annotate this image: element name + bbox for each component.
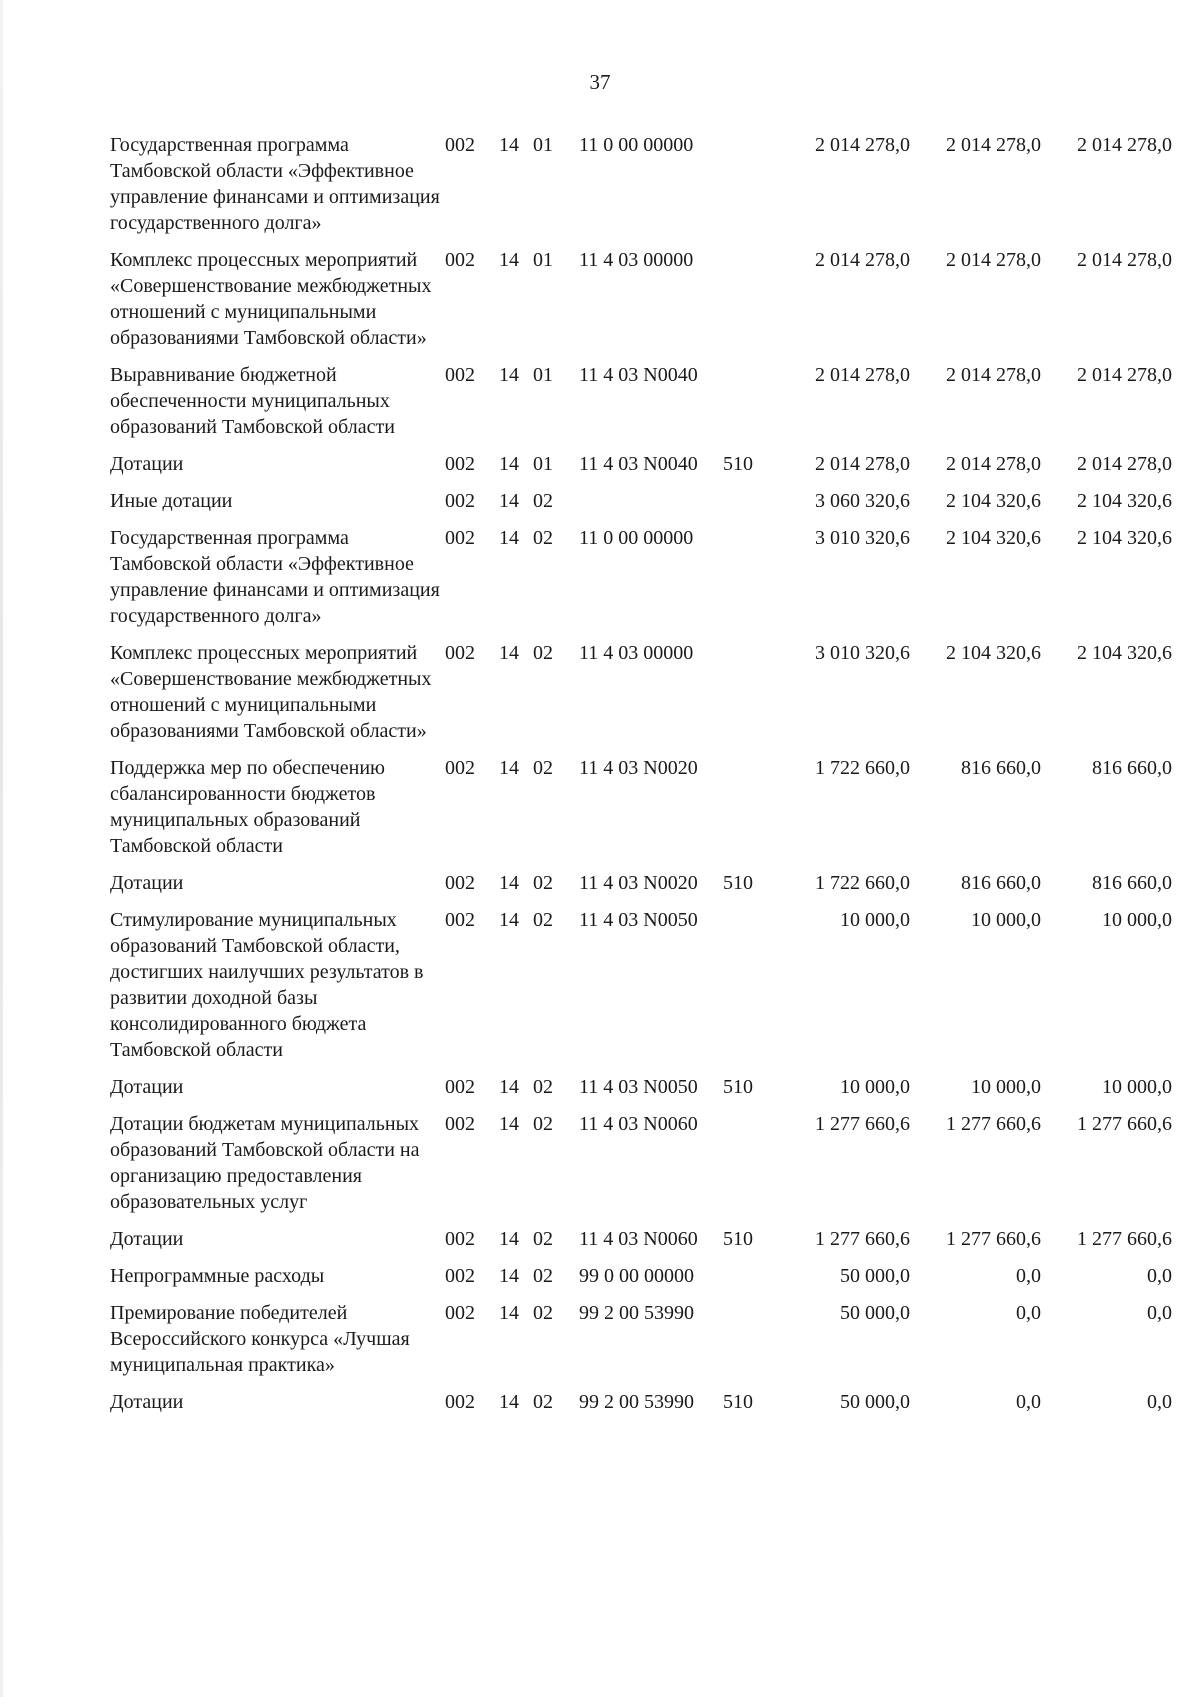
item-name: Государственная программа Тамбовской области «Эффективное управление финансами и оптимизация государственного долга» <box>110 134 440 234</box>
expense-type-code <box>723 362 773 451</box>
section-code: 14 <box>499 364 519 386</box>
subsection-code: 02 <box>533 642 553 664</box>
target-article-code: 11 0 00 00000 <box>579 134 694 156</box>
page-number: 37 <box>589 70 611 94</box>
amount-year-3: 1 277 660,6 <box>1077 1113 1172 1135</box>
amount-year-2: 2 014 278,0 <box>946 249 1041 271</box>
amount-year-2: 10 000,0 <box>971 909 1041 931</box>
scan-edge <box>0 0 3 1697</box>
amount-year-3: 2 014 278,0 <box>1077 453 1172 475</box>
target-article-code: 11 4 03 N0040 <box>579 364 698 386</box>
subsection-code: 02 <box>533 757 553 779</box>
grbs-code: 002 <box>445 642 475 664</box>
subsection-code: 02 <box>533 1265 553 1287</box>
table-row <box>110 755 1172 870</box>
table-row <box>110 1300 1172 1389</box>
item-name: Дотации <box>110 453 184 475</box>
item-name: Дотации <box>110 1391 184 1413</box>
section-code: 14 <box>499 757 519 779</box>
expense-type-code <box>723 640 773 755</box>
target-article-code: 11 4 03 N0040 <box>579 453 698 475</box>
table-row <box>110 907 1172 1074</box>
section-code: 14 <box>499 1076 519 1098</box>
amount-year-2: 2 014 278,0 <box>946 453 1041 475</box>
table-row <box>110 247 1172 362</box>
amount-year-3: 2 104 320,6 <box>1077 490 1172 512</box>
item-name: Дотации <box>110 872 184 894</box>
grbs-code: 002 <box>445 364 475 386</box>
target-article-code: 11 4 03 N0060 <box>579 1113 698 1135</box>
expense-type-code <box>723 132 773 247</box>
amount-year-3: 2 014 278,0 <box>1077 249 1172 271</box>
section-code: 14 <box>499 872 519 894</box>
amount-year-1: 1 722 660,0 <box>815 757 910 779</box>
amount-year-2: 0,0 <box>1016 1302 1041 1324</box>
expense-type-code: 510 <box>723 453 753 475</box>
amount-year-1: 10 000,0 <box>840 1076 910 1098</box>
target-article-code: 99 2 00 53990 <box>579 1302 694 1324</box>
amount-year-3: 10 000,0 <box>1102 909 1172 931</box>
target-article-code: 11 4 03 N0020 <box>579 757 698 779</box>
amount-year-1: 3 010 320,6 <box>815 527 910 549</box>
table-row <box>110 451 1172 488</box>
amount-year-1: 2 014 278,0 <box>815 134 910 156</box>
table-row <box>110 1263 1172 1300</box>
item-name: Государственная программа Тамбовской области «Эффективное управление финансами и оптимизация государственного долга» <box>110 527 440 627</box>
item-name: Дотации бюджетам муниципальных образований Тамбовской области на организацию предоставления образовательных услуг <box>110 1113 420 1213</box>
target-article-code: 11 4 03 N0020 <box>579 872 698 894</box>
table-row <box>110 870 1172 907</box>
grbs-code: 002 <box>445 1076 475 1098</box>
expense-type-code: 510 <box>723 1228 753 1250</box>
table-row <box>110 1111 1172 1226</box>
amount-year-3: 816 660,0 <box>1092 872 1172 894</box>
table-row <box>110 1389 1172 1426</box>
grbs-code: 002 <box>445 1391 475 1413</box>
amount-year-2: 816 660,0 <box>961 757 1041 779</box>
amount-year-3: 2 104 320,6 <box>1077 642 1172 664</box>
amount-year-3: 2 014 278,0 <box>1077 134 1172 156</box>
subsection-code: 02 <box>533 1113 553 1135</box>
expense-type-code <box>723 907 773 1074</box>
target-article-code: 11 4 03 N0060 <box>579 1228 698 1250</box>
amount-year-1: 10 000,0 <box>840 909 910 931</box>
subsection-code: 02 <box>533 909 553 931</box>
item-name: Поддержка мер по обеспечению сбалансированности бюджетов муниципальных образований Тамбовской области <box>110 757 385 857</box>
table-body <box>110 132 1172 1426</box>
amount-year-2: 2 014 278,0 <box>946 134 1041 156</box>
subsection-code: 02 <box>533 1391 553 1413</box>
amount-year-1: 2 014 278,0 <box>815 249 910 271</box>
subsection-code: 01 <box>533 453 553 475</box>
amount-year-3: 816 660,0 <box>1092 757 1172 779</box>
subsection-code: 01 <box>533 249 553 271</box>
subsection-code: 02 <box>533 1228 553 1250</box>
budget-table <box>110 132 1172 1426</box>
item-name: Премирование победителей Всероссийского конкурса «Лучшая муниципальная практика» <box>110 1302 410 1376</box>
item-name: Дотации <box>110 1228 184 1250</box>
subsection-code: 01 <box>533 134 553 156</box>
amount-year-2: 1 277 660,6 <box>946 1113 1041 1135</box>
target-article-code: 99 0 00 00000 <box>579 1265 694 1287</box>
section-code: 14 <box>499 1113 519 1135</box>
expense-type-code <box>723 755 773 870</box>
amount-year-1: 50 000,0 <box>840 1391 910 1413</box>
table-row <box>110 1074 1172 1111</box>
amount-year-3: 10 000,0 <box>1102 1076 1172 1098</box>
expense-type-code <box>723 525 773 640</box>
amount-year-1: 1 277 660,6 <box>815 1228 910 1250</box>
subsection-code: 02 <box>533 1302 553 1324</box>
table-row <box>110 132 1172 247</box>
table-row <box>110 640 1172 755</box>
item-name: Выравнивание бюджетной обеспеченности муниципальных образований Тамбовской области <box>110 364 395 438</box>
grbs-code: 002 <box>445 757 475 779</box>
section-code: 14 <box>499 249 519 271</box>
amount-year-2: 0,0 <box>1016 1265 1041 1287</box>
expense-type-code <box>723 1111 773 1226</box>
subsection-code: 01 <box>533 364 553 386</box>
section-code: 14 <box>499 527 519 549</box>
amount-year-2: 2 104 320,6 <box>946 490 1041 512</box>
grbs-code: 002 <box>445 1228 475 1250</box>
amount-year-3: 1 277 660,6 <box>1077 1228 1172 1250</box>
expense-type-code <box>723 247 773 362</box>
section-code: 14 <box>499 134 519 156</box>
section-code: 14 <box>499 642 519 664</box>
amount-year-3: 2 104 320,6 <box>1077 527 1172 549</box>
section-code: 14 <box>499 1228 519 1250</box>
amount-year-2: 816 660,0 <box>961 872 1041 894</box>
section-code: 14 <box>499 453 519 475</box>
grbs-code: 002 <box>445 527 475 549</box>
amount-year-2: 2 104 320,6 <box>946 527 1041 549</box>
amount-year-1: 3 010 320,6 <box>815 642 910 664</box>
table-row <box>110 488 1172 525</box>
expense-type-code: 510 <box>723 1391 753 1413</box>
section-code: 14 <box>499 909 519 931</box>
amount-year-2: 0,0 <box>1016 1391 1041 1413</box>
target-article-code: 11 4 03 00000 <box>579 249 694 271</box>
section-code: 14 <box>499 490 519 512</box>
amount-year-1: 1 277 660,6 <box>815 1113 910 1135</box>
grbs-code: 002 <box>445 909 475 931</box>
expense-type-code <box>723 1263 773 1300</box>
item-name: Комплекс процессных мероприятий «Совершенствование межбюджетных отношений с муниципальными образованиями Тамбовской области» <box>110 642 432 742</box>
amount-year-1: 50 000,0 <box>840 1302 910 1324</box>
amount-year-2: 2 104 320,6 <box>946 642 1041 664</box>
target-article-code: 11 4 03 00000 <box>579 642 694 664</box>
amount-year-1: 3 060 320,6 <box>815 490 910 512</box>
amount-year-1: 2 014 278,0 <box>815 364 910 386</box>
grbs-code: 002 <box>445 249 475 271</box>
subsection-code: 02 <box>533 527 553 549</box>
item-name: Иные дотации <box>110 490 233 512</box>
item-name: Стимулирование муниципальных образований Тамбовской области, достигших наилучших результатов в развитии доходной базы консолидированного бюджета Тамбовской области <box>110 909 424 1061</box>
grbs-code: 002 <box>445 453 475 475</box>
amount-year-3: 2 014 278,0 <box>1077 364 1172 386</box>
amount-year-3: 0,0 <box>1147 1391 1172 1413</box>
subsection-code: 02 <box>533 490 553 512</box>
subsection-code: 02 <box>533 872 553 894</box>
section-code: 14 <box>499 1391 519 1413</box>
table-row <box>110 1226 1172 1263</box>
expense-type-code <box>723 488 773 525</box>
subsection-code: 02 <box>533 1076 553 1098</box>
expense-type-code <box>723 1300 773 1389</box>
expense-type-code: 510 <box>723 1076 753 1098</box>
grbs-code: 002 <box>445 1265 475 1287</box>
target-article-code: 11 4 03 N0050 <box>579 909 698 931</box>
target-article-code <box>579 488 723 525</box>
item-name: Дотации <box>110 1076 184 1098</box>
grbs-code: 002 <box>445 1302 475 1324</box>
table-row <box>110 525 1172 640</box>
table-row <box>110 362 1172 451</box>
grbs-code: 002 <box>445 134 475 156</box>
amount-year-2: 2 014 278,0 <box>946 364 1041 386</box>
section-code: 14 <box>499 1265 519 1287</box>
target-article-code: 11 4 03 N0050 <box>579 1076 698 1098</box>
grbs-code: 002 <box>445 490 475 512</box>
amount-year-1: 50 000,0 <box>840 1265 910 1287</box>
grbs-code: 002 <box>445 1113 475 1135</box>
amount-year-1: 2 014 278,0 <box>815 453 910 475</box>
target-article-code: 11 0 00 00000 <box>579 527 694 549</box>
item-name: Непрограммные расходы <box>110 1265 325 1287</box>
amount-year-3: 0,0 <box>1147 1302 1172 1324</box>
expense-type-code: 510 <box>723 872 753 894</box>
amount-year-2: 10 000,0 <box>971 1076 1041 1098</box>
amount-year-3: 0,0 <box>1147 1265 1172 1287</box>
amount-year-1: 1 722 660,0 <box>815 872 910 894</box>
amount-year-2: 1 277 660,6 <box>946 1228 1041 1250</box>
item-name: Комплекс процессных мероприятий «Совершенствование межбюджетных отношений с муниципальными образованиями Тамбовской области» <box>110 249 432 349</box>
target-article-code: 99 2 00 53990 <box>579 1391 694 1413</box>
grbs-code: 002 <box>445 872 475 894</box>
section-code: 14 <box>499 1302 519 1324</box>
